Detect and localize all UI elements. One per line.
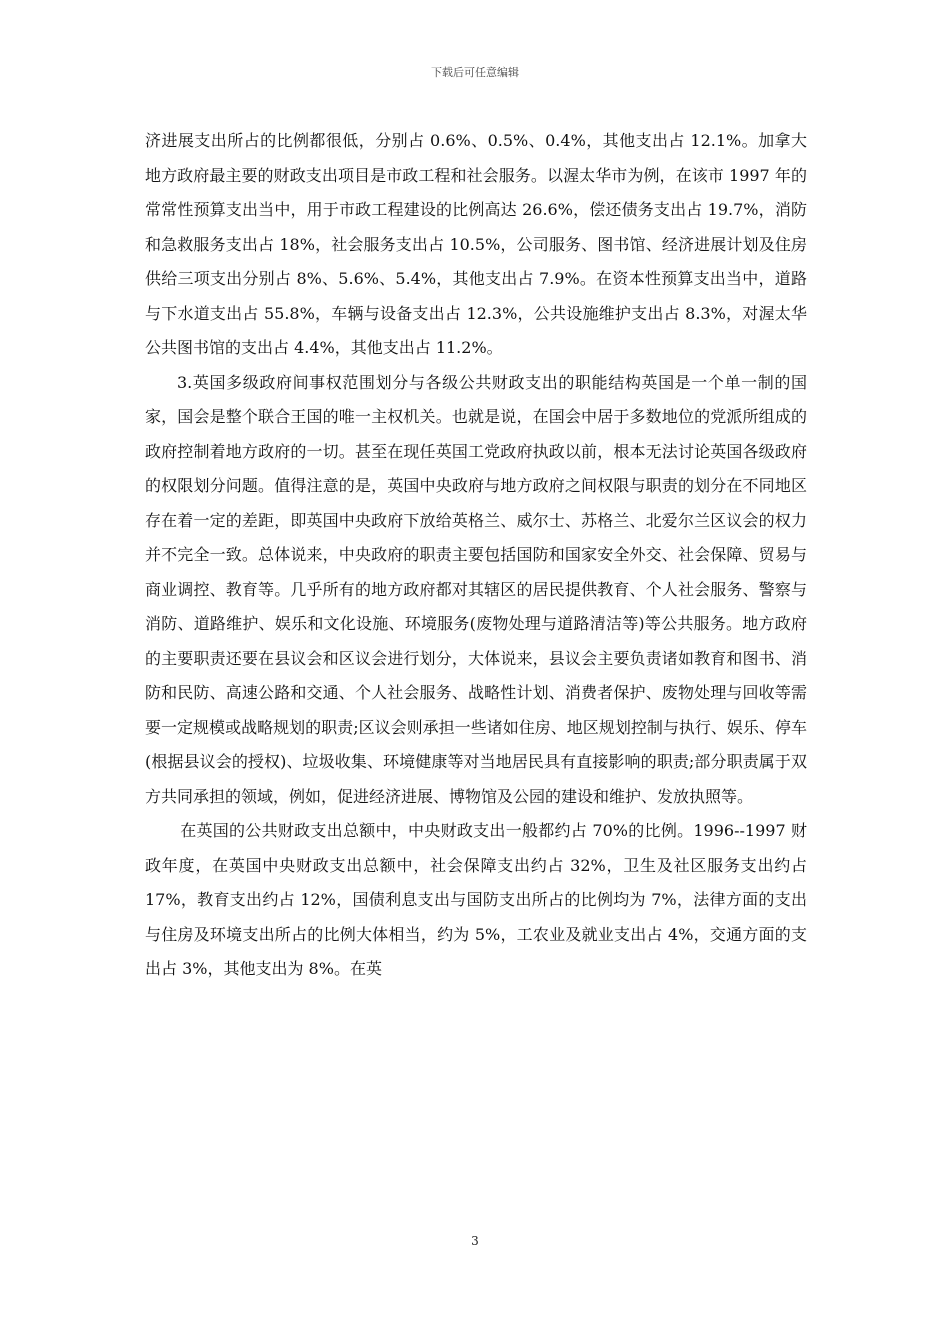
document-body [145, 124, 807, 987]
page-number: 3 [471, 1234, 479, 1248]
page-header: 下载后可任意编辑 [431, 66, 519, 79]
paragraph-2: 3.英国多级政府间事权范围划分与各级公共财政支出的职能结构英国是一个单一制的国家，国会是整个联合王国的唯一主权机关。也就是说，在国会中居于多数地位的党派所组成的政府控制着地方政府的一切。甚至在现任英国工党政府执政以前，根本无法讨论英国各级政府的权限划分问题。值得注意的是，英国中央政府与地方政府之间权限与职责的划分在不同地区存在着一定的差距，即英国中央政府下放给英格兰、威尔士、苏格兰、北爱尔兰区议会的权力并不完全一致。总体说来，中央政府的职责主要包括国防和国家安全外交、社会保障、贸易与商业调控、教育等。几乎所有的地方政府都对其辖区的居民提供教育、个人社会服务、警察与消防、道路维护、娱乐和文化设施、环境服务(废物处理与道路清洁等)等公共服务。地方政府的主要职责还要在县议会和区议会进行划分，大体说来，县议会主要负责诸如教育和图书、消防和民防、高速公路和交通、个人社会服务、战略性计划、消费者保护、废物处理与回收等需要一定规模或战略规划的职责;区议会则承担一些诸如住房、地区规划控制与执行、娱乐、停车(根据县议会的授权)、垃圾收集、环境健康等对当地居民具有直接影响的职责;部分职责属于双方共同承担的领域，例如，促进经济进展、博物馆及公园的建设和维护、发放执照等。 [145, 372, 807, 806]
paragraph-3: 在英国的公共财政支出总额中，中央财政支出一般都约占 70%的比例。1996--1997 财政年度，在英国中央财政支出总额中，社会保障支出约占 32%，卫生及社区服务支出约占 17%，教育支出约占 12%，国债利息支出与国防支出所占的比例均为 7%，法律方面的支出与住房及环境支出所占的比例大体相当，约为 5%，工农业及就业支出占 4%，交通方面的支出占 3%，其他支出为 8%。在英 [145, 821, 807, 978]
paragraph-1: 济进展支出所占的比例都很低，分别占 0.6%、0.5%、0.4%，其他支出占 12.1%。加拿大地方政府最主要的财政支出项目是市政工程和社会服务。以渥太华市为例，在该市 1997 年的常常性预算支出当中，用于市政工程建设的比例高达 26.6%，偿还债务支出占 19.7%，消防和急救服务支出占 18%，社会服务支出占 10.5%，公司服务、图书馆、经济进展计划及住房供给三项支出分别占 8%、5.6%、5.4%，其他支出占 7.9%。在资本性预算支出当中，道路与下水道支出占 55.8%，车辆与设备支出占 12.3%，公共设施维护支出占 8.3%，对渥太华公共图书馆的支出占 4.4%，其他支出占 11.2%。 [145, 131, 807, 357]
